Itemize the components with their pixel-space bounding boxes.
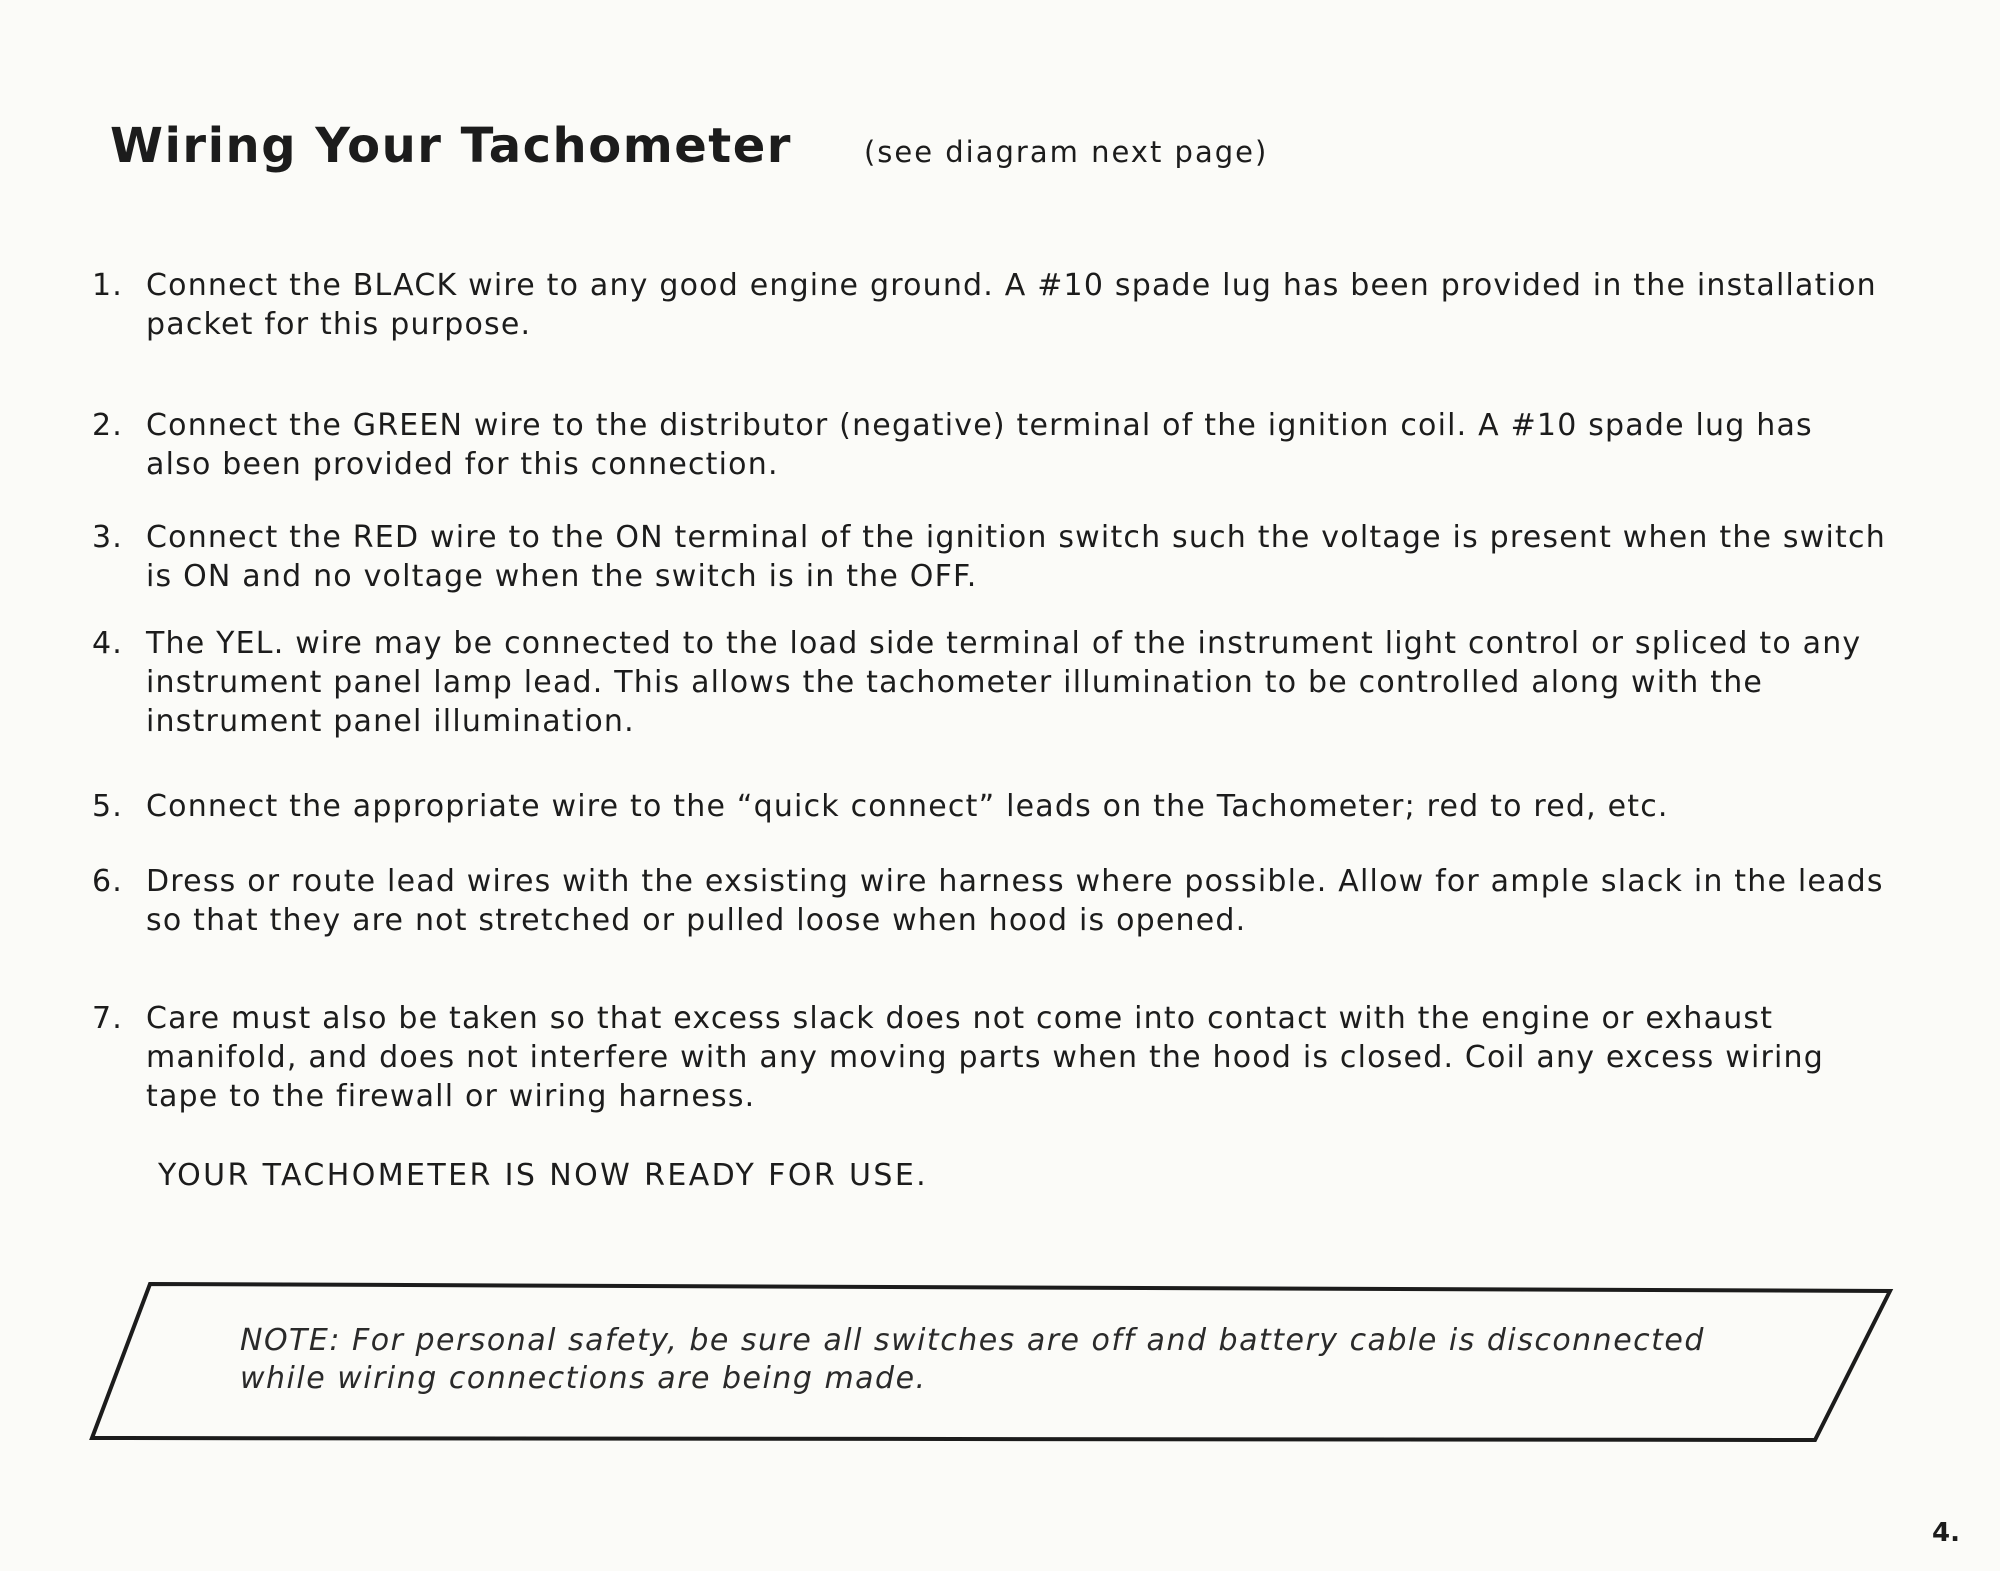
- instruction-item-5: [92, 787, 1892, 826]
- page-title: Wiring Your Tachometer: [110, 118, 792, 174]
- instruction-number: 4.: [92, 626, 124, 661]
- instruction-number: 3.: [92, 520, 124, 555]
- instruction-text: The YEL. wire may be connected to the load side terminal of the instrument light control or spliced to any instrument panel lamp lead. This allows the tachometer illumination to be controlled along with the instrument panel illumination.: [146, 626, 1862, 739]
- heading: [110, 118, 1268, 174]
- page-subtitle: (see diagram next page): [863, 135, 1269, 169]
- instruction-number: 5.: [92, 789, 124, 824]
- ready-message: YOUR TACHOMETER IS NOW READY FOR USE.: [158, 1158, 929, 1193]
- instruction-item-6: [92, 862, 1892, 940]
- instruction-text: Connect the appropriate wire to the “quick connect” leads on the Tachometer; red to red, etc.: [146, 789, 1669, 824]
- instruction-item-3: [92, 518, 1892, 596]
- safety-note: NOTE: For personal safety, be sure all switches are off and battery cable is disconnected while wiring connections are being made.: [240, 1323, 1705, 1396]
- instruction-text: Care must also be taken so that excess slack does not come into contact with the engine or exhaust manifold, and does not interfere with any moving parts when the hood is closed. Coil any excess wiring tape to the firewall or wiring harness.: [146, 1001, 1825, 1114]
- instruction-text: Connect the RED wire to the ON terminal of the ignition switch such the voltage is present when the switch is ON and no voltage when the switch is in the OFF.: [146, 520, 1886, 594]
- instruction-number: 6.: [92, 864, 124, 899]
- instruction-number: 2.: [92, 408, 124, 443]
- instruction-number: 7.: [92, 1001, 124, 1036]
- page-number: 4.: [1932, 1518, 1960, 1548]
- instruction-number: 1.: [92, 268, 124, 303]
- instruction-text: Connect the BLACK wire to any good engine ground. A #10 spade lug has been provided in the installation packet for this purpose.: [146, 268, 1877, 342]
- instruction-text: Connect the GREEN wire to the distributor (negative) terminal of the ignition coil. A #10 spade lug has also been provided for this connection.: [146, 408, 1813, 482]
- instruction-text: Dress or route lead wires with the exsisting wire harness where possible. Allow for ample slack in the leads so that they are not stretched or pulled loose when hood is opened.: [146, 864, 1884, 938]
- instruction-item-2: [92, 406, 1892, 484]
- instruction-item-7: [92, 999, 1892, 1116]
- instruction-item-1: [92, 266, 1892, 344]
- instruction-item-4: [92, 624, 1892, 741]
